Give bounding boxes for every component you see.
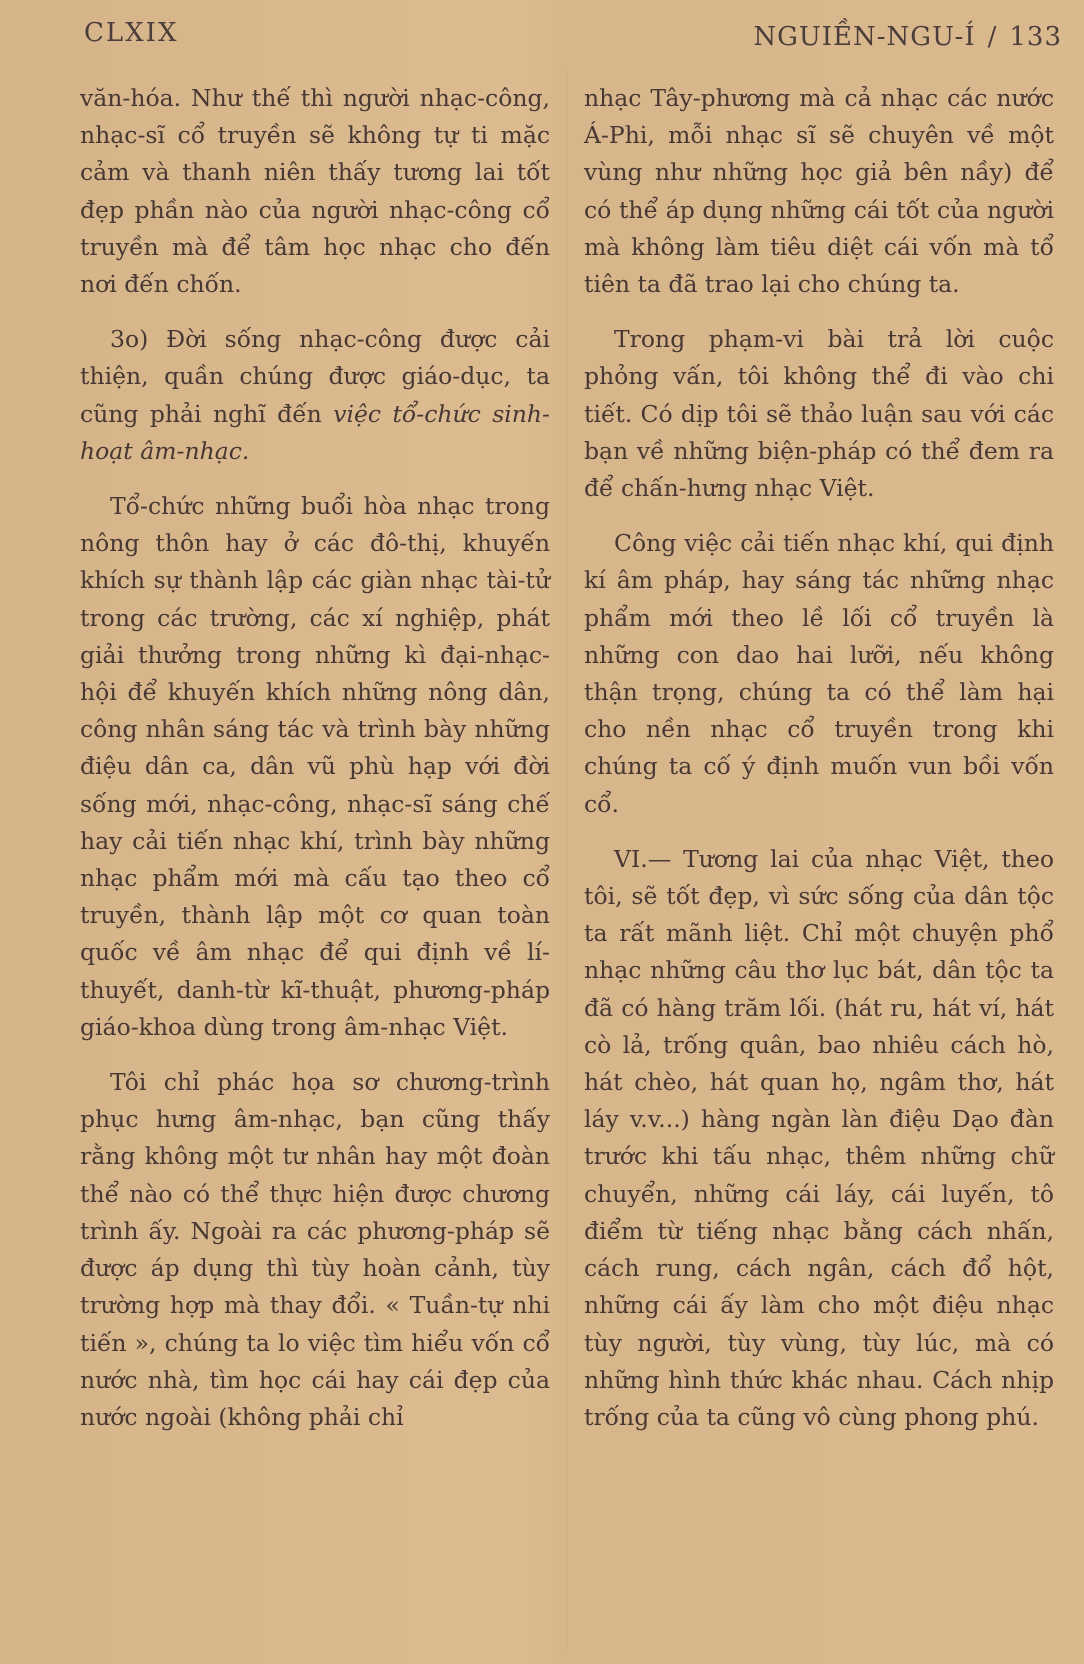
paragraph: VI.— Tương lai của nhạc Việt, theo tôi, sẽ tốt đẹp, vì sức sống của dân tộc ta rất mãnh liệt. Chỉ một chuyện phổ nhạc những câu thơ lục bát, dân tộc ta đã có hàng trăm lối. (hát ru, hát ví, hát cò lả, trống quân, bao nhiêu cách hò, hát chèo, hát quan họ, ngâm thơ, hát láy v.v...) hàng ngàn làn điệu Dạo đàn trước khi tấu nhạc, thêm những chữ chuyển, những cái láy, cái luyến, tô điểm từ tiếng nhạc bằng cách nhấn, cách rung, cách ngân, cách đổ hột, những cái ấy làm cho một điệu nhạc tùy người, tùy vùng, tùy lúc, mà có những hình thức khác nhau. Cách nhịp trống của ta cũng vô cùng phong phú.	[584, 844, 1054, 1431]
paragraph: Trong phạm-vi bài trả lời cuộc phỏng vấn, tôi không thể đi vào chi tiết. Có dịp tôi sẽ thảo luận sau với các bạn về những biện-pháp có thể đem ra để chấn-hưng nhạc Việt.	[584, 325, 1054, 503]
paragraph	[80, 321, 550, 470]
emphasized-text: việc tổ-chức sinh-hoạt âm-nhạc.	[80, 399, 550, 465]
column-gutter	[566, 70, 567, 1650]
paragraph: Công việc cải tiến nhạc khí, qui định kí âm pháp, hay sáng tác những nhạc phẩm mới theo lề lối cổ truyền là những con dao hai lưỡi, nếu không thận trọng, chúng ta có thể làm hại cho nền nhạc cổ truyền trong khi chúng ta cố ý định muốn vun bồi vốn cổ.	[584, 529, 1054, 818]
paragraph: Tôi chỉ phác họa sơ chương-trình phục hưng âm-nhạc, bạn cũng thấy rằng không một tư nhân hay một đoàn thể nào có thể thực hiện được chương trình ấy. Ngoài ra các phương-pháp sẽ được áp dụng thì tùy hoàn cảnh, tùy trường hợp mà thay đổi. « Tuần-tự nhi tiến », chúng ta lo việc tìm hiểu vốn cổ nước nhà, tìm học cái hay cái đẹp của nước ngoài (không phải chỉ	[80, 1068, 550, 1431]
running-title: NGUIỀN-NGU-Í	[753, 22, 976, 52]
paragraph: nhạc Tây-phương mà cả nhạc các nước Á-Phi, mỗi nhạc sĩ sẽ chuyên về một vùng như những học giả bên nầy) để có thể áp dụng những cái tốt của người mà không làm tiêu diệt cái vốn mà tổ tiên ta đã trao lại cho chúng ta.	[584, 84, 1054, 299]
page-number: 133	[1009, 22, 1062, 52]
paragraph: văn-hóa. Như thế thì người nhạc-công, nhạc-sĩ cổ truyền sẽ không tự ti mặc cảm và thanh niên thấy tương lai tốt đẹp phần nào của người nhạc-công cổ truyền mà để tâm học nhạc cho đến nơi đến chốn.	[80, 84, 550, 299]
header-separator: /	[987, 22, 998, 52]
paragraph: Tổ-chức những buổi hòa nhạc trong nông thôn hay ở các đô-thị, khuyến khích sự thành lập các giàn nhạc tài-tử trong các trường, các xí nghiệp, phát giải thưởng trong những kì đại-nhạc-hội để khuyến khích những nông dân, công nhân sáng tác và trình bày những điệu dân ca, dân vũ phù hạp với đời sống mới, nhạc-công, nhạc-sĩ sáng chế hay cải tiến nhạc khí, trình bày những nhạc phẩm mới mà cấu tạo theo cổ truyền, thành lập một cơ quan toàn quốc về âm nhạc để qui định về lí-thuyết, danh-từ kĩ-thuật, phương-pháp giáo-khoa dùng trong âm-nhạc Việt.	[80, 492, 550, 1041]
running-header	[753, 22, 1062, 52]
right-column	[584, 80, 1054, 1454]
left-column	[80, 80, 550, 1454]
chapter-number: CLXIX	[84, 18, 179, 48]
paragraph-text: 3o) Đời sống nhạc-công được cải thiện, quần chúng được giáo-dục, ta cũng phải nghĩ đến	[80, 325, 550, 428]
